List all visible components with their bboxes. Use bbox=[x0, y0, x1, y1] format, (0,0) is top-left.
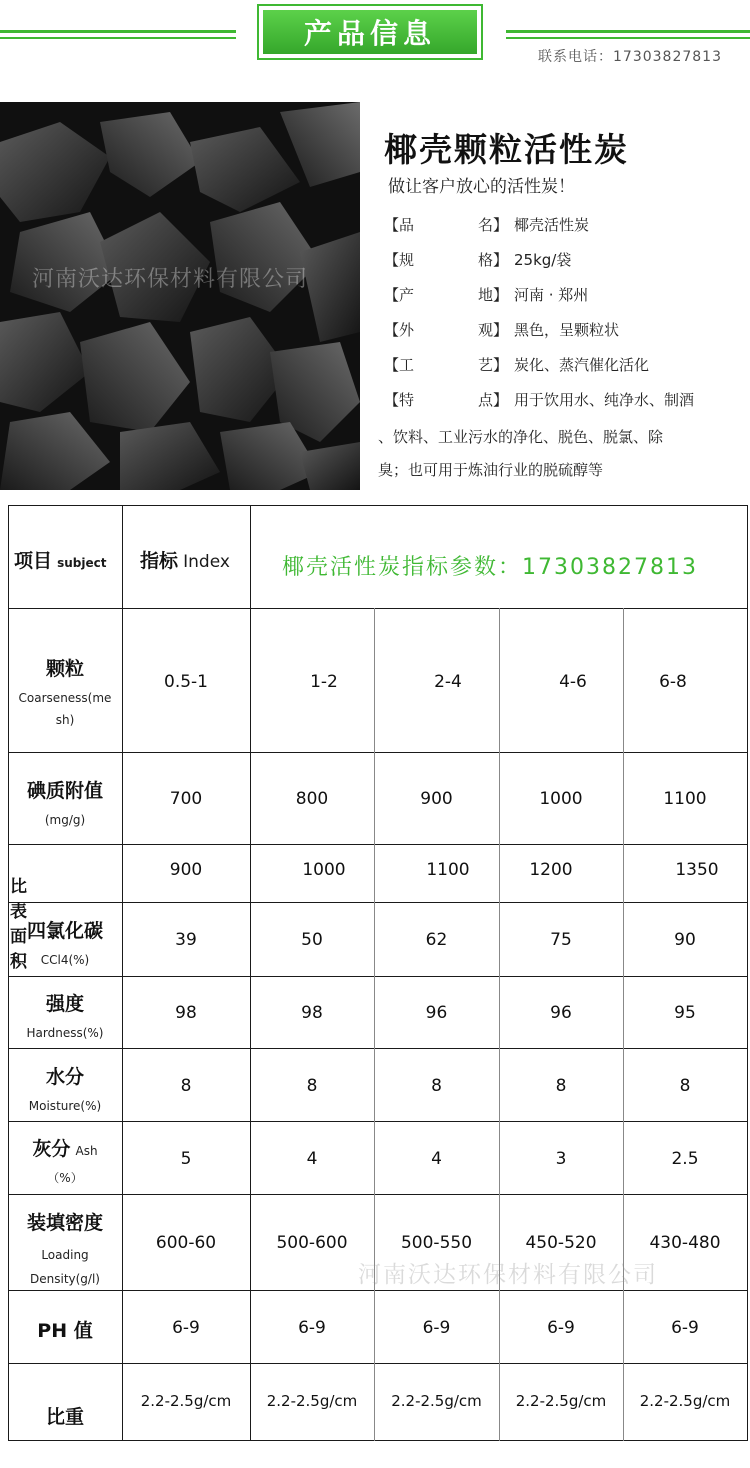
product-photo bbox=[0, 102, 360, 490]
cell-value: 6-9 bbox=[547, 1318, 575, 1338]
cell-value: 6-9 bbox=[298, 1318, 326, 1338]
cell-value: 75 bbox=[550, 930, 572, 950]
header-rule-left bbox=[0, 30, 236, 33]
spec-value: 河南 · 郑州 bbox=[514, 286, 589, 304]
table-watermark: 河南沃达环保材料有限公司 bbox=[358, 1262, 658, 1288]
row-label-cn: 四氯化碳 bbox=[26, 920, 103, 942]
header-subject-en: subject bbox=[57, 556, 107, 570]
row-label bbox=[8, 1062, 122, 1113]
spec-key-end: 地】 bbox=[478, 286, 509, 304]
table-rule bbox=[250, 505, 251, 1441]
row-label-unit: （%） bbox=[47, 1171, 83, 1185]
table-rule bbox=[8, 1194, 748, 1195]
cell-value: 1-2 bbox=[310, 672, 338, 692]
row-label-cn: 比表面积 bbox=[10, 877, 27, 972]
table-rule bbox=[8, 844, 748, 845]
spec-key: 【品 bbox=[384, 216, 415, 234]
cell-value: 8 bbox=[306, 1076, 318, 1096]
table-rule bbox=[8, 505, 748, 506]
cell-value: 1000 bbox=[539, 789, 583, 809]
cell-value: 2.5 bbox=[671, 1149, 699, 1169]
header-rule-right-thin bbox=[506, 37, 750, 39]
spec-value: 25kg/袋 bbox=[514, 251, 572, 269]
table-rule bbox=[499, 608, 500, 1441]
cell-value: 1100 bbox=[663, 789, 707, 809]
section-title-box bbox=[257, 4, 483, 60]
row-label bbox=[8, 1402, 122, 1429]
row-label bbox=[8, 916, 122, 967]
table-rule bbox=[623, 608, 624, 1441]
header-rule-right bbox=[506, 30, 750, 33]
cell-value: 1350 bbox=[675, 860, 719, 880]
table-rule bbox=[8, 902, 748, 903]
cell-value: 700 bbox=[169, 789, 203, 809]
spec-key-end: 名】 bbox=[478, 216, 509, 234]
row-label bbox=[8, 1134, 122, 1186]
table-rule bbox=[8, 1363, 748, 1364]
cell-value: 430-480 bbox=[649, 1233, 721, 1253]
table-rule bbox=[8, 752, 748, 753]
row-label-cn: 强度 bbox=[45, 993, 84, 1015]
row-label-en: Ash bbox=[75, 1144, 98, 1158]
cell-value: 900 bbox=[420, 789, 453, 809]
spec-key: 【工 bbox=[384, 356, 415, 374]
spec-features-cont-1: 、饮料、工业污水的净化、脱色、脱氯、除 bbox=[378, 428, 664, 446]
cell-value: 6-9 bbox=[422, 1318, 451, 1338]
cell-value: 96 bbox=[425, 1003, 448, 1023]
cell-value: 600-60 bbox=[155, 1233, 217, 1253]
cell-value: 2.2-2.5g/cm bbox=[140, 1392, 232, 1410]
table-rule bbox=[8, 1440, 748, 1441]
cell-value: 450-520 bbox=[525, 1233, 597, 1253]
table-rule bbox=[8, 505, 9, 1441]
cell-value: 8 bbox=[679, 1076, 691, 1096]
cell-value: 98 bbox=[175, 1003, 197, 1023]
header-index-en: Index bbox=[183, 552, 230, 572]
spec-key-end: 艺】 bbox=[478, 356, 509, 374]
spec-value: 黑色，呈颗粒状 bbox=[514, 321, 620, 339]
table-rule bbox=[8, 608, 748, 609]
cell-value: 8 bbox=[180, 1076, 192, 1096]
cell-value: 2.2-2.5g/cm bbox=[515, 1392, 607, 1410]
cell-value: 95 bbox=[674, 1003, 696, 1023]
cell-value: 0.5-1 bbox=[164, 672, 208, 692]
header-rule-left-thin bbox=[0, 37, 236, 39]
photo-watermark: 河南沃达环保材料有限公司 bbox=[32, 267, 309, 292]
row-label-cn: 颗粒 bbox=[45, 658, 84, 680]
cell-value: 3 bbox=[555, 1149, 567, 1169]
header-index-cn: 指标 bbox=[140, 550, 179, 572]
section-title: 产品信息 bbox=[263, 10, 477, 54]
row-label-cn: 装填密度 bbox=[26, 1212, 103, 1234]
spec-key: 【产 bbox=[384, 286, 415, 304]
spec-value: 炭化、蒸汽催化活化 bbox=[514, 356, 650, 374]
spec-key: 【规 bbox=[384, 251, 415, 269]
spec-features-cont-2: 臭；也可用于炼油行业的脱硫醇等 bbox=[378, 461, 604, 479]
cell-value: 6-9 bbox=[671, 1318, 699, 1338]
cell-value: 4-6 bbox=[559, 672, 587, 692]
row-label-cn: 碘质附值 bbox=[26, 780, 103, 802]
spec-key-end: 观】 bbox=[478, 321, 509, 339]
cell-value: 2.2-2.5g/cm bbox=[266, 1392, 358, 1410]
spec-key: 【特 bbox=[384, 391, 415, 409]
row-label-line bbox=[8, 1134, 122, 1161]
header-subject bbox=[14, 546, 107, 573]
header-index bbox=[140, 546, 230, 573]
table-rule bbox=[8, 976, 748, 977]
cell-value: 1200 bbox=[529, 860, 573, 880]
cell-value: 2.2-2.5g/cm bbox=[639, 1392, 731, 1410]
cell-value: 2-4 bbox=[434, 672, 462, 692]
row-label-cn: 比重 bbox=[45, 1406, 84, 1428]
table-rule bbox=[8, 1048, 748, 1049]
row-label-cn: 水分 bbox=[45, 1066, 84, 1088]
cell-value: 1100 bbox=[426, 860, 470, 880]
row-label-en: Hardness(%) bbox=[26, 1026, 104, 1040]
row-label bbox=[8, 776, 122, 827]
cell-value: 500-550 bbox=[400, 1233, 473, 1253]
charcoal-image bbox=[0, 102, 360, 490]
cell-value: 6-8 bbox=[659, 672, 687, 692]
cell-value: 2.2-2.5g/cm bbox=[391, 1392, 482, 1410]
row-label bbox=[8, 1316, 122, 1343]
cell-value: 800 bbox=[295, 789, 329, 809]
header-params: 椰壳活性炭指标参数：17303827813 bbox=[282, 555, 698, 580]
cell-value: 39 bbox=[175, 930, 197, 950]
row-label-en: Moisture(%) bbox=[28, 1099, 102, 1113]
row-label-cn: 灰分 bbox=[32, 1138, 71, 1160]
cell-value: 98 bbox=[301, 1003, 323, 1023]
cell-value: 8 bbox=[431, 1076, 442, 1096]
row-label-cn: PH 值 bbox=[37, 1320, 93, 1342]
row-label bbox=[8, 1208, 122, 1291]
spec-key-end: 格】 bbox=[478, 251, 509, 269]
product-slogan: 做让客户放心的活性炭！ bbox=[388, 177, 575, 197]
cell-value: 900 bbox=[169, 860, 203, 880]
product-name: 椰壳颗粒活性炭 bbox=[384, 130, 629, 169]
cell-value: 6-9 bbox=[172, 1318, 200, 1338]
cell-value: 8 bbox=[555, 1076, 567, 1096]
row-label bbox=[8, 989, 122, 1040]
cell-value: 50 bbox=[301, 930, 323, 950]
row-label-en: Coarseness(me sh) bbox=[18, 691, 112, 727]
contact-phone: 联系电话：17303827813 bbox=[538, 49, 722, 65]
spec-key-end: 点】 bbox=[478, 391, 509, 409]
row-label bbox=[8, 654, 122, 731]
cell-value: 4 bbox=[431, 1149, 442, 1169]
spec-value: 椰壳活性炭 bbox=[514, 216, 590, 234]
table-rule bbox=[747, 505, 748, 1441]
cell-value: 500-600 bbox=[276, 1233, 348, 1253]
row-label-en: CCl4(%) bbox=[40, 953, 90, 967]
table-rule bbox=[122, 505, 123, 1441]
cell-value: 4 bbox=[306, 1149, 318, 1169]
row-label-en: Loading Density(g/l) bbox=[30, 1248, 100, 1286]
table-rule bbox=[374, 608, 375, 1441]
cell-value: 96 bbox=[550, 1003, 572, 1023]
cell-value: 62 bbox=[425, 930, 448, 950]
table-rule bbox=[8, 1121, 748, 1122]
cell-value: 1000 bbox=[302, 860, 346, 880]
spec-value: 用于饮用水、纯净水、制酒 bbox=[514, 391, 695, 409]
header-subject-cn: 项目 bbox=[14, 550, 53, 572]
row-label-en: (mg/g) bbox=[44, 813, 86, 827]
cell-value: 5 bbox=[180, 1149, 192, 1169]
cell-value: 90 bbox=[674, 930, 696, 950]
spec-key: 【外 bbox=[384, 321, 415, 339]
